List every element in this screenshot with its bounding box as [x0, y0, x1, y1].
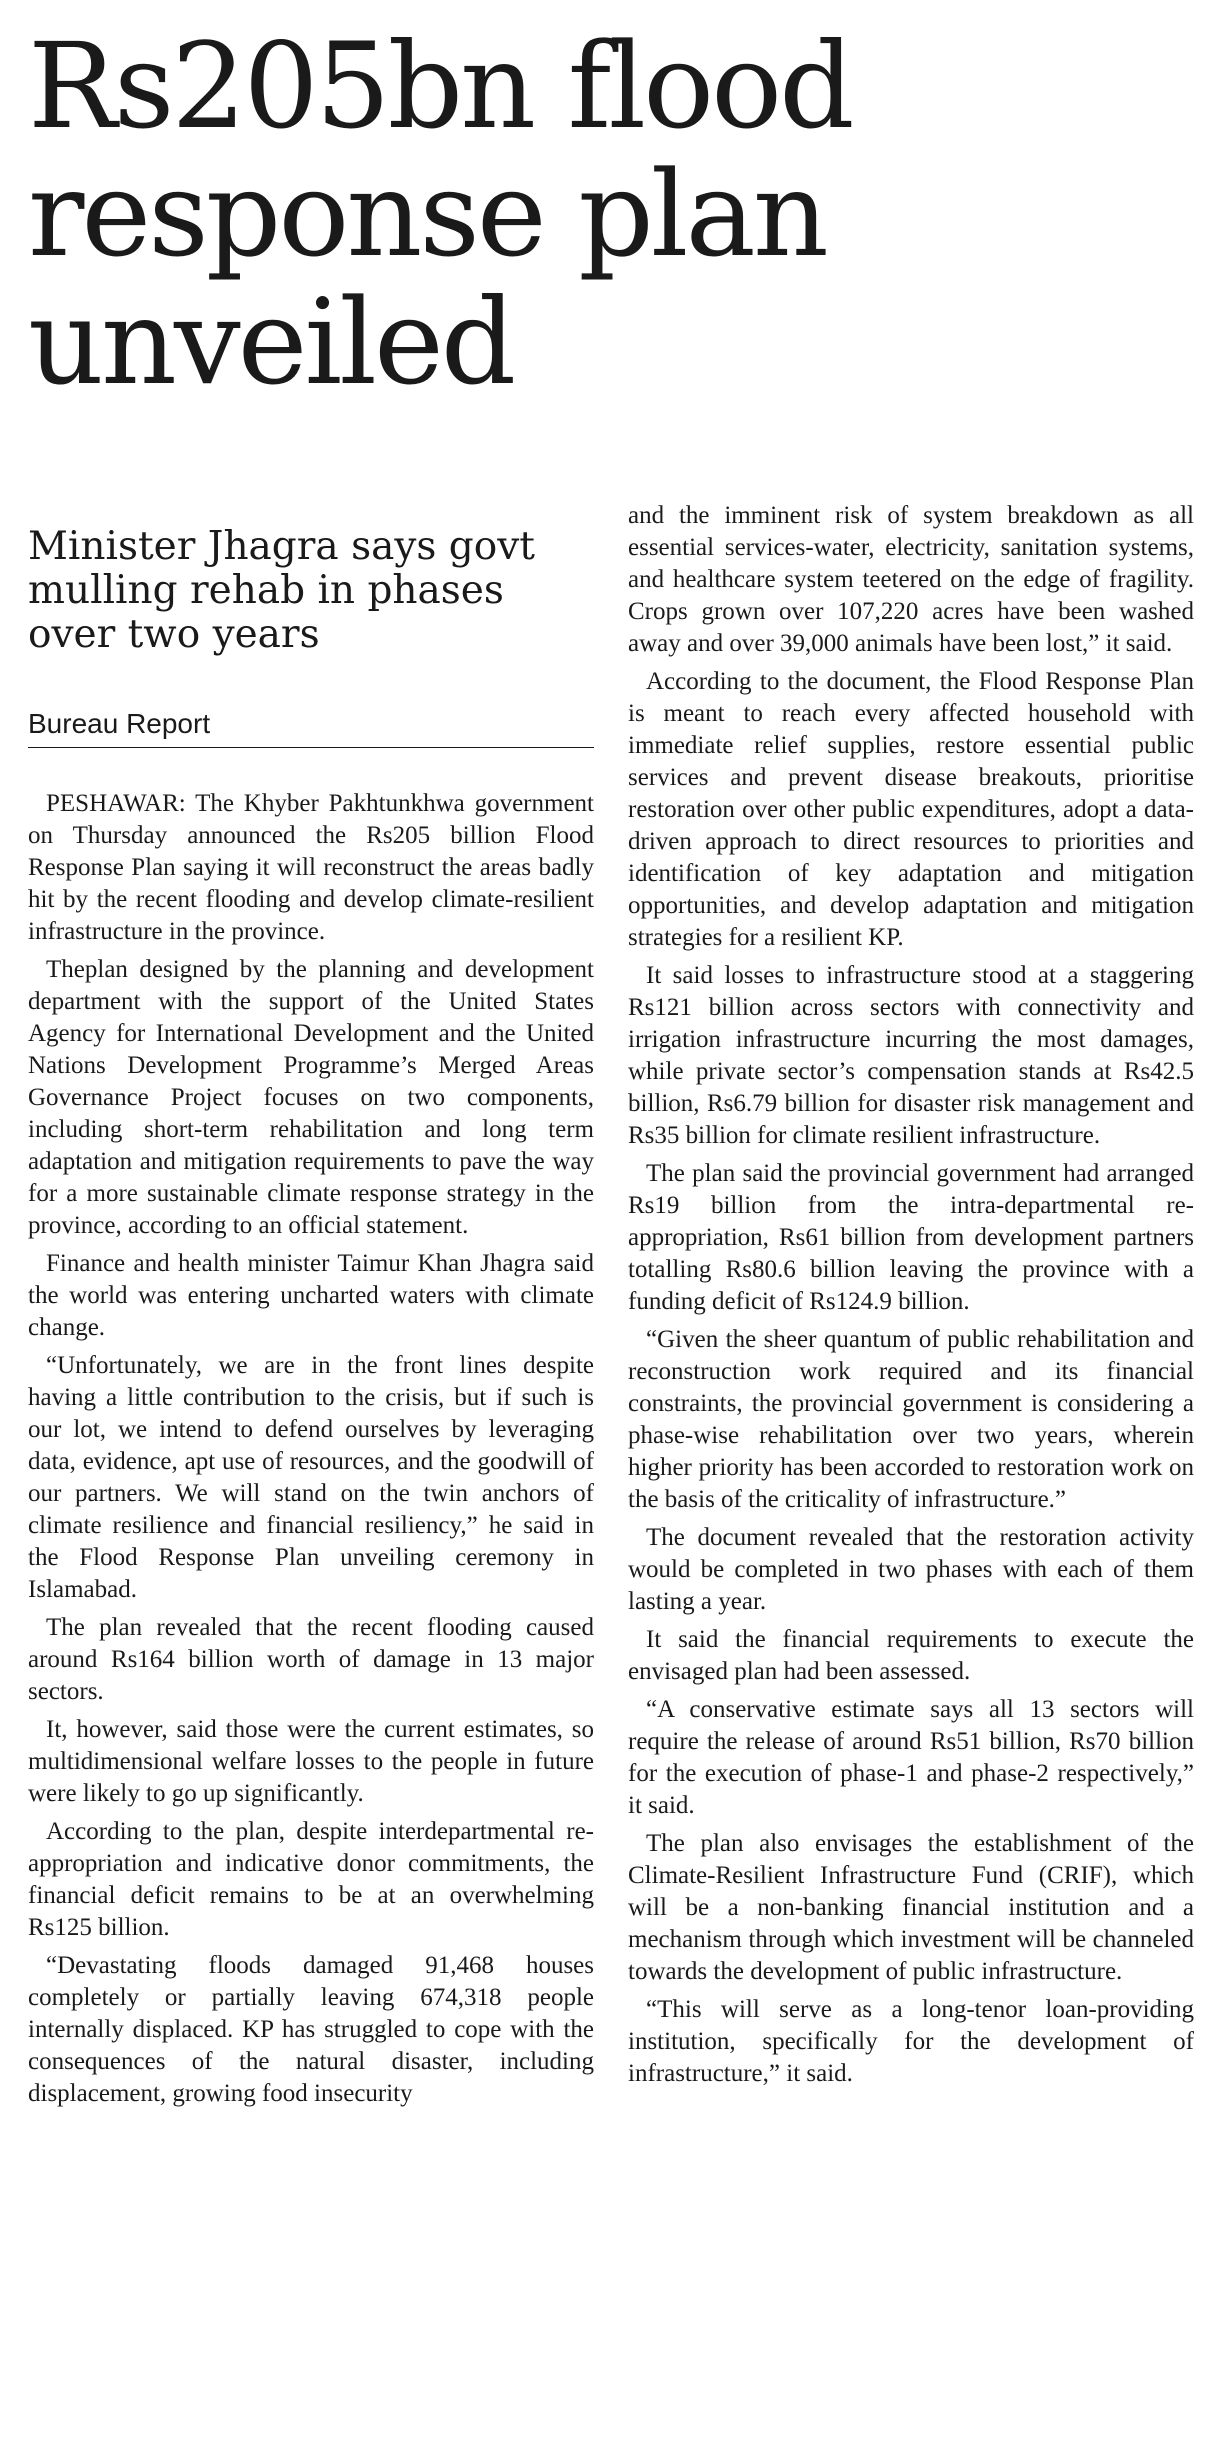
- headline: Rs205bn flood response plan unveiled: [28, 17, 852, 411]
- right-column: [628, 500, 1194, 2096]
- left-column: [28, 510, 594, 2116]
- paragraph-continued: and the imminent risk of system breakdown as all essential services-water, electricity, sanitation systems, and healthcare system teetered on the edge of fragility. Crops grown over 107,220 acres have been washed away and over 39,000 animals have been lost,” it said.: [628, 502, 1194, 657]
- paragraph: The document revealed that the restoration activity would be completed in two phases with each of them lasting a year.: [628, 1524, 1194, 1615]
- paragraph: According to the plan, despite interdepartmental re-appropriation and indicative donor commitments, the financial deficit remains to be at an overwhelming Rs125 billion.: [28, 1818, 594, 1941]
- paragraph: The plan revealed that the recent flooding caused around Rs164 billion worth of damage in 13 major sectors.: [28, 1614, 594, 1705]
- paragraph: It said the financial requirements to execute the envisaged plan had been assessed.: [628, 1626, 1194, 1685]
- paragraph: The plan said the provincial government had arranged Rs19 billion from the intra-departmental re-appropriation, Rs61 billion from development partners totalling Rs80.6 billion leaving the province with a funding deficit of Rs124.9 billion.: [628, 1160, 1194, 1315]
- byline: Bureau Report: [28, 707, 594, 748]
- paragraph: The plan also envisages the establishment of the Climate-Resilient Infrastructure Fund (CRIF), which will be a non-banking financial institution and a mechanism through which investment will be channeled towards the development of public infrastructure.: [628, 1830, 1194, 1985]
- paragraph: Finance and health minister Taimur Khan Jhagra said the world was entering uncharted waters with climate change.: [28, 1250, 594, 1341]
- paragraph: “Unfortunately, we are in the front lines despite having a little contribution to the crisis, but if such is our lot, we intend to defend ourselves by leveraging data, evidence, apt use of resources, and the goodwill of our partners. We will stand on the twin anchors of climate resilience and financial resiliency,” he said in the Flood Response Plan unveiling ceremony in Islamabad.: [28, 1352, 594, 1603]
- left-column-body: [28, 788, 594, 2110]
- paragraph: It, however, said those were the current estimates, so multidimensional welfare losses to the people in future were likely to go up significantly.: [28, 1716, 594, 1807]
- right-column-body: [628, 500, 1194, 2090]
- paragraph: “Given the sheer quantum of public rehabilitation and reconstruction work required and its financial constraints, the provincial government is considering a phase-wise rehabilitation over two years, wherein higher priority has been accorded to restoration work on the basis of the criticality of infrastructure.”: [628, 1326, 1194, 1513]
- paragraph: Theplan designed by the planning and development department with the support of the United States Agency for International Development and the United Nations Development Programme’s Merged Areas Governance Project focuses on two components, including short-term rehabilitation and long term adaptation and mitigation requirements to pave the way for a more sustainable climate response strategy in the province, according to an official statement.: [28, 956, 594, 1239]
- paragraph: “Devastating floods damaged 91,468 houses completely or partially leaving 674,318 people internally displaced. KP has struggled to cope with the consequences of the natural disaster, including displacement, growing food insecurity: [28, 1952, 594, 2107]
- paragraph: It said losses to infrastructure stood at a staggering Rs121 billion across sectors with connectivity and irrigation infrastructure incurring the most damages, while private sector’s compensation stands at Rs42.5 billion, Rs6.79 billion for disaster risk management and Rs35 billion for climate resilient infrastructure.: [628, 962, 1194, 1149]
- paragraph: “This will serve as a long-tenor loan-providing institution, specifically for the development of infrastructure,” it said.: [628, 1996, 1194, 2087]
- paragraph: PESHAWAR: The Khyber Pakhtunkhwa government on Thursday announced the Rs205 billion Flood Response Plan saying it will reconstruct the areas badly hit by the recent flooding and develop climate-resilient infrastructure in the province.: [28, 790, 594, 945]
- paragraph: According to the document, the Flood Response Plan is meant to reach every affected household with immediate relief supplies, restore essential public services and prevent disease breakouts, prioritise restoration over other public expenditures, adopt a data-driven approach to direct resources to priorities and identification of key adaptation and mitigation opportunities, and develop adaptation and mitigation strategies for a resilient KP.: [628, 668, 1194, 951]
- paragraph: “A conservative estimate says all 13 sectors will require the release of around Rs51 billion, Rs70 billion for the execution of phase-1 and phase-2 respectively,” it said.: [628, 1696, 1194, 1819]
- subheadline: Minister Jhagra says govt mulling rehab in phases over two years: [28, 524, 535, 657]
